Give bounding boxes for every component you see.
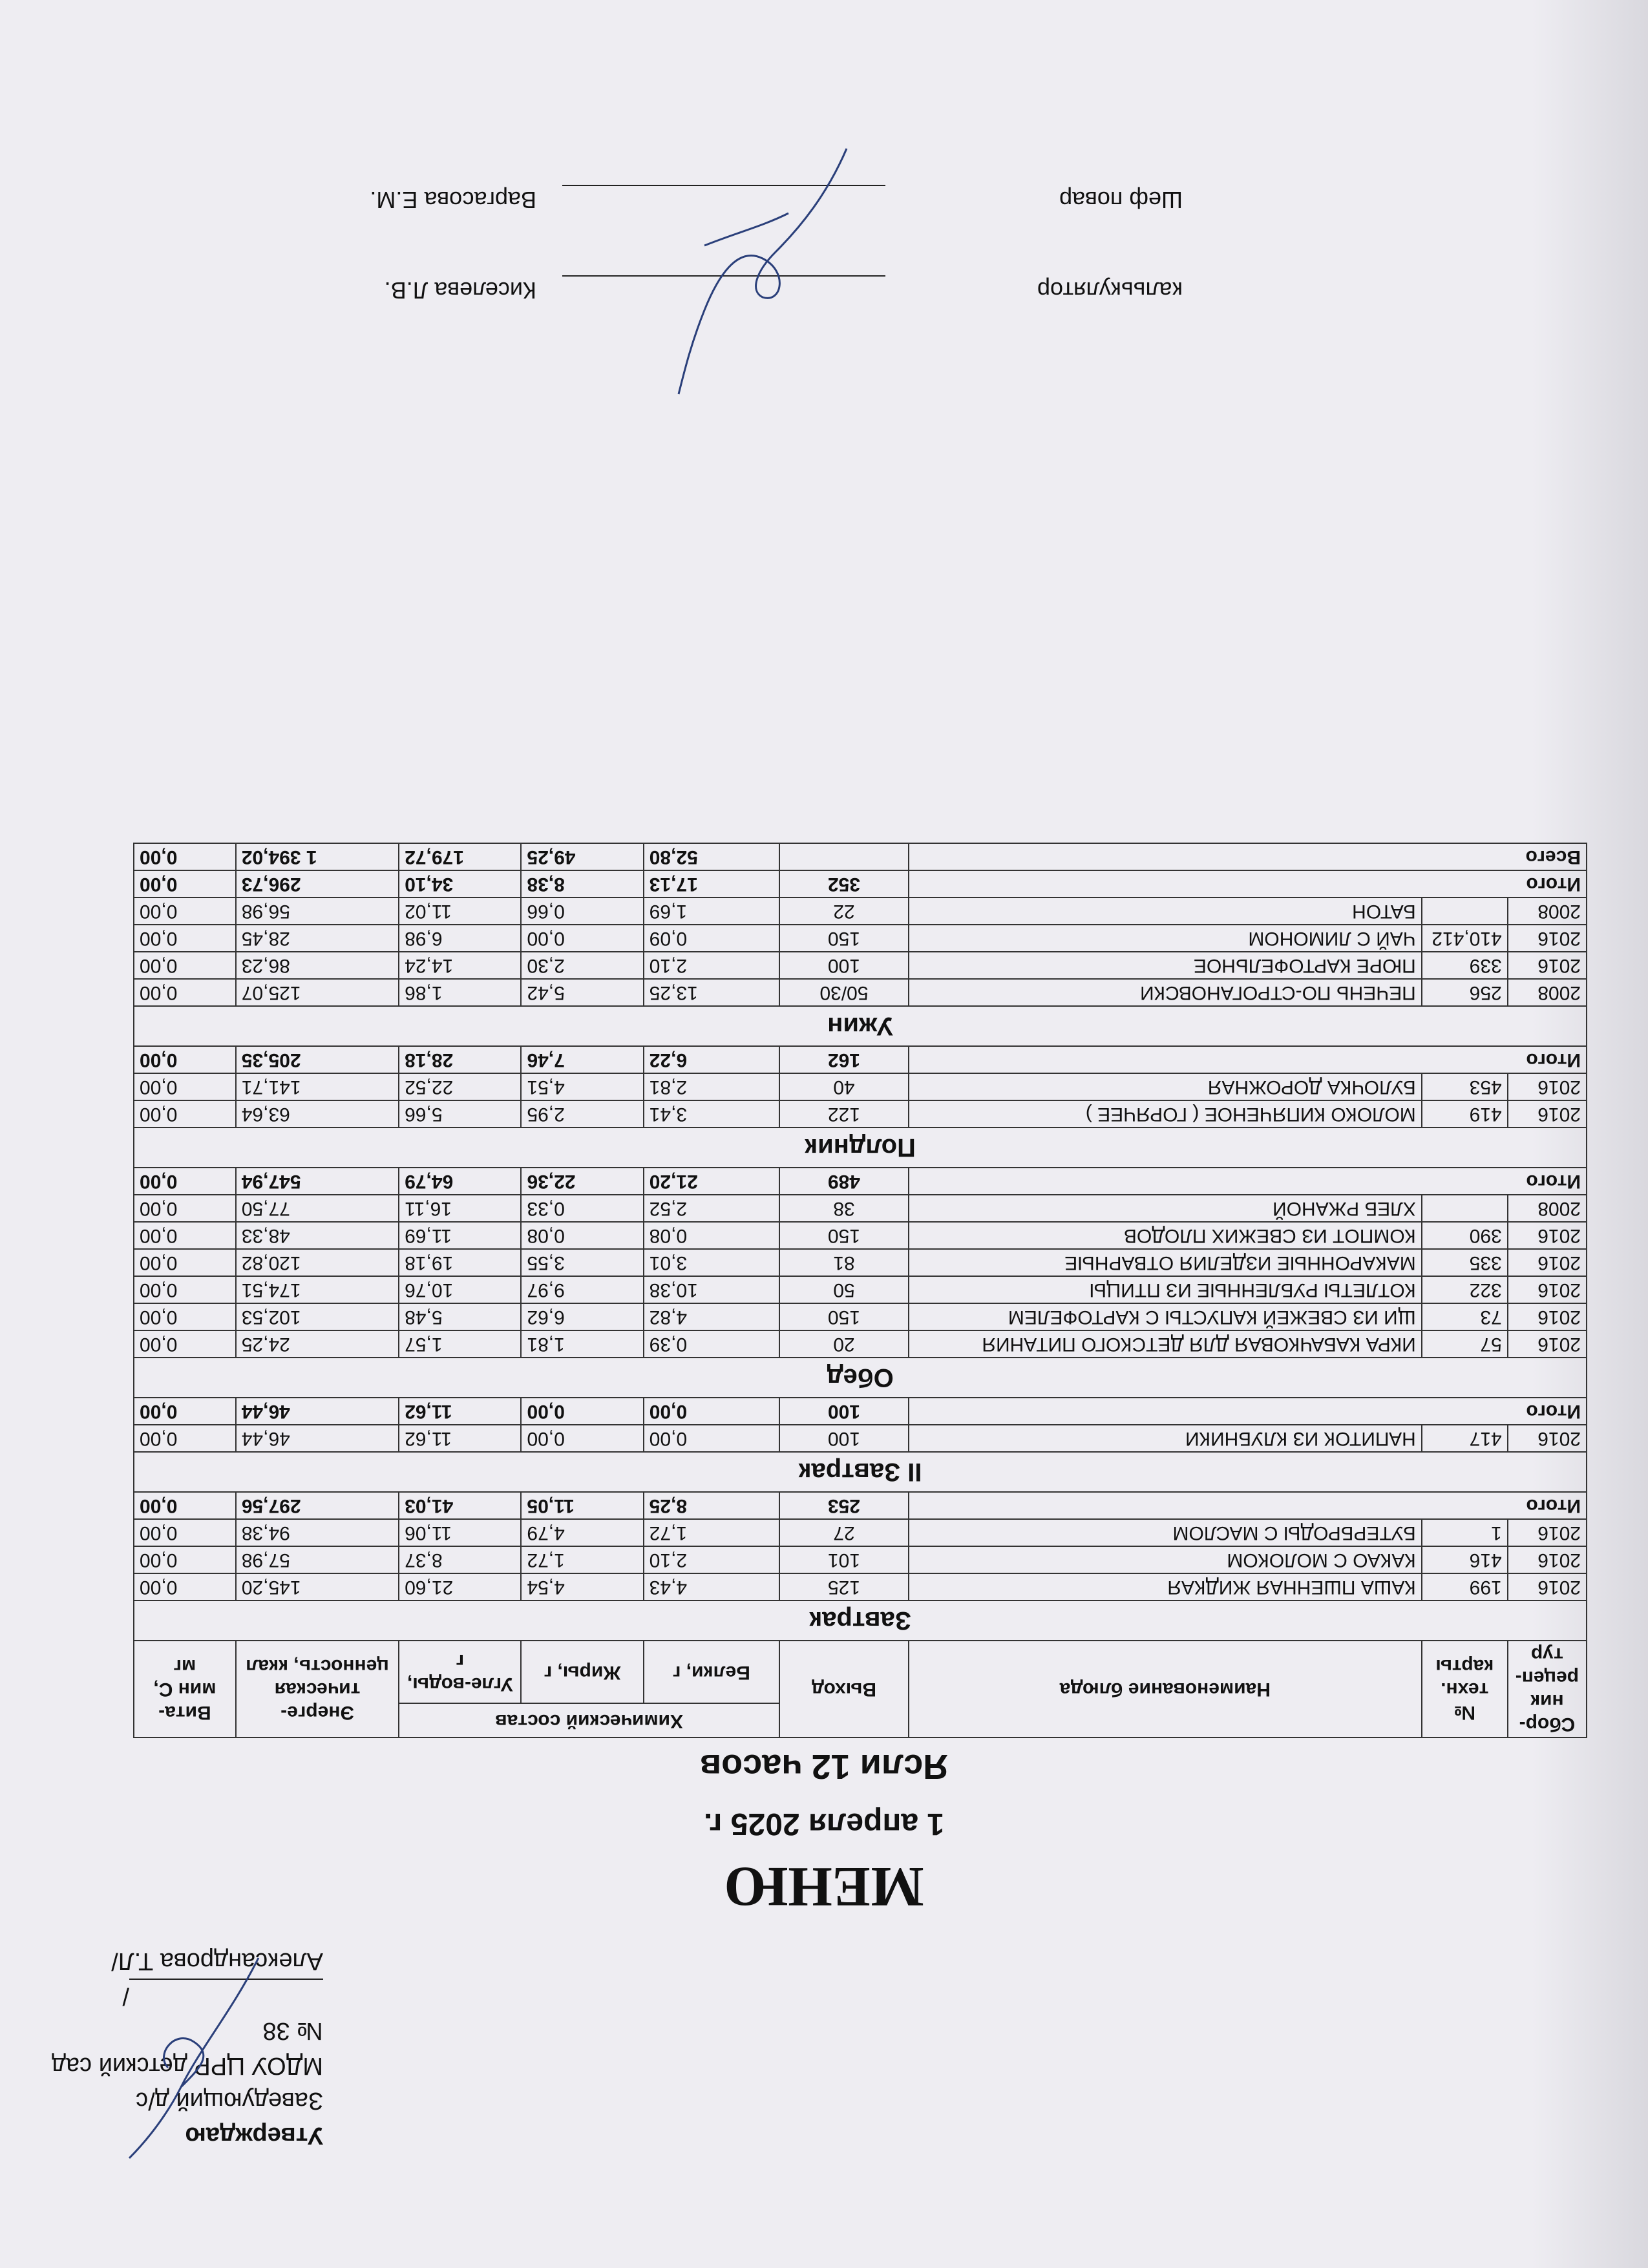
staff-name: Варгасова Е.М. (370, 187, 536, 213)
cell-output: 27 (779, 1519, 909, 1546)
cell-tech-card: 453 (1422, 1073, 1508, 1100)
cell-dish: ПЕЧЕНЬ ПО-СТРОГАНОВСКИ (909, 979, 1422, 1006)
section-total-c: 41,03 (399, 1492, 521, 1519)
cell-e: 24,25 (236, 1330, 399, 1358)
section-total-label: Итого (909, 870, 1587, 898)
cell-c: 22,52 (399, 1073, 521, 1100)
cell-e: 174,51 (236, 1276, 399, 1303)
approval-position-line2: МДОУ ЦРР детский сад № 38 (51, 2017, 323, 2079)
section-total-v: 0,00 (134, 1398, 236, 1425)
cell-v: 0,00 (134, 1195, 236, 1222)
grand-total-output (779, 843, 909, 870)
approval-position-line1: Заведующий д/с (136, 2087, 323, 2114)
section-total-e: 46,44 (236, 1398, 399, 1425)
section-total-row (134, 1398, 1587, 1425)
cell-p: 2,81 (644, 1073, 779, 1100)
menu-title: МЕНЮ (724, 1855, 924, 1918)
cell-f: 0,66 (521, 898, 643, 925)
cell-v: 0,00 (134, 1330, 236, 1358)
table-row (134, 1330, 1587, 1358)
cell-sbornik: 2016 (1508, 1330, 1587, 1358)
section-total-output: 100 (779, 1398, 909, 1425)
cell-p: 4,82 (644, 1303, 779, 1330)
table-row (134, 952, 1587, 979)
cell-dish: КОТЛЕТЫ РУБЛЕННЫЕ ИЗ ПТИЦЫ (909, 1276, 1422, 1303)
cell-f: 0,08 (521, 1222, 643, 1249)
cell-e: 28,45 (236, 925, 399, 952)
cell-sbornik: 2016 (1508, 1276, 1587, 1303)
section-total-p: 21,20 (644, 1168, 779, 1195)
cell-output: 150 (779, 1303, 909, 1330)
header-sbornik: Сбор-ник рецеп-тур (1508, 1641, 1587, 1738)
staff-role: кальькулятор (1037, 277, 1183, 304)
cell-v: 0,00 (134, 1073, 236, 1100)
section-title: Ужин (134, 1006, 1587, 1046)
cell-output: 100 (779, 1425, 909, 1452)
cell-v: 0,00 (134, 1519, 236, 1546)
cell-v: 0,00 (134, 979, 236, 1006)
header-fats: Жиры, г (521, 1641, 643, 1704)
cell-e: 145,20 (236, 1573, 399, 1601)
cell-dish: НАПИТОК ИЗ КЛУБНИКИ (909, 1425, 1422, 1452)
cell-dish: КАКАО С МОЛОКОМ (909, 1546, 1422, 1573)
menu-table (133, 843, 1587, 1738)
cell-e: 120,82 (236, 1249, 399, 1276)
header-dish: Наименование блюда (909, 1641, 1422, 1738)
cell-output: 50/30 (779, 979, 909, 1006)
staff-name: Киселева Л.В. (384, 277, 536, 304)
table-row (134, 1222, 1587, 1249)
section-header-row (134, 1128, 1587, 1168)
menu-table-body (134, 843, 1587, 1641)
cell-tech-card: 57 (1422, 1330, 1508, 1358)
section-header-row (134, 1006, 1587, 1046)
cell-f: 4,54 (521, 1573, 643, 1601)
section-total-row (134, 1168, 1587, 1195)
table-row (134, 1073, 1587, 1100)
cell-c: 8,37 (399, 1546, 521, 1573)
staff-signature (666, 136, 885, 407)
section-total-f: 11,05 (521, 1492, 643, 1519)
cell-c: 11,62 (399, 1425, 521, 1452)
cell-v: 0,00 (134, 1100, 236, 1128)
cell-output: 38 (779, 1195, 909, 1222)
cell-f: 2,95 (521, 1100, 643, 1128)
section-total-row (134, 870, 1587, 898)
section-total-row (134, 1046, 1587, 1073)
cell-sbornik: 2016 (1508, 1425, 1587, 1452)
cell-tech-card: 256 (1422, 979, 1508, 1006)
section-total-output: 489 (779, 1168, 909, 1195)
cell-e: 125,07 (236, 979, 399, 1006)
cell-p: 2,10 (644, 952, 779, 979)
cell-e: 48,33 (236, 1222, 399, 1249)
table-row (134, 1100, 1587, 1128)
cell-tech-card: 390 (1422, 1222, 1508, 1249)
section-total-label: Итого (909, 1046, 1587, 1073)
cell-f: 0,00 (521, 925, 643, 952)
section-total-f: 22,36 (521, 1168, 643, 1195)
section-total-label: Итого (909, 1398, 1587, 1425)
cell-e: 86,23 (236, 952, 399, 979)
cell-dish: БАТОН (909, 898, 1422, 925)
grand-total-energy: 1 394,02 (236, 843, 399, 870)
cell-v: 0,00 (134, 1425, 236, 1452)
approval-label: Утверждаю (185, 2122, 323, 2149)
cell-p: 1,72 (644, 1519, 779, 1546)
section-total-f: 0,00 (521, 1398, 643, 1425)
cell-v: 0,00 (134, 952, 236, 979)
cell-e: 46,44 (236, 1425, 399, 1452)
grand-total-fats: 49,25 (521, 843, 643, 870)
cell-c: 5,66 (399, 1100, 521, 1128)
staff-role: Шеф повар (1059, 187, 1183, 213)
section-total-c: 64,79 (399, 1168, 521, 1195)
section-total-f: 7,46 (521, 1046, 643, 1073)
cell-p: 0,00 (644, 1425, 779, 1452)
section-header-row (134, 1358, 1587, 1398)
cell-v: 0,00 (134, 1276, 236, 1303)
section-total-row (134, 1492, 1587, 1519)
cell-e: 57,98 (236, 1546, 399, 1573)
cell-c: 1,86 (399, 979, 521, 1006)
section-total-v: 0,00 (134, 1046, 236, 1073)
cell-p: 0,09 (644, 925, 779, 952)
section-total-f: 8,38 (521, 870, 643, 898)
cell-dish: БУЛОЧКА ДОРОЖНАЯ (909, 1073, 1422, 1100)
table-row (134, 898, 1587, 925)
cell-c: 1,57 (399, 1330, 521, 1358)
cell-tech-card: 419 (1422, 1100, 1508, 1128)
cell-p: 10,38 (644, 1276, 779, 1303)
header-energy: Энерге-тическая ценность, ккал (236, 1641, 399, 1738)
header-output: Выход (779, 1641, 909, 1738)
section-total-v: 0,00 (134, 1492, 236, 1519)
cell-tech-card: 73 (1422, 1303, 1508, 1330)
section-title: II Завтрак (134, 1452, 1587, 1492)
cell-f: 5,42 (521, 979, 643, 1006)
header-vitamin: Вита-мин С, мг (134, 1641, 236, 1738)
cell-tech-card: 416 (1422, 1546, 1508, 1573)
cell-c: 21,60 (399, 1573, 521, 1601)
cell-output: 150 (779, 1222, 909, 1249)
cell-sbornik: 2008 (1508, 979, 1587, 1006)
table-row (134, 1249, 1587, 1276)
cell-p: 4,43 (644, 1573, 779, 1601)
section-total-e: 205,35 (236, 1046, 399, 1073)
cell-c: 6,98 (399, 925, 521, 952)
cell-f: 6,62 (521, 1303, 643, 1330)
section-header-row (134, 1452, 1587, 1492)
cell-c: 11,69 (399, 1222, 521, 1249)
cell-output: 81 (779, 1249, 909, 1276)
cell-dish: ЧАЙ С ЛИМОНОМ (909, 925, 1422, 952)
header-chem: Химический состав (399, 1704, 779, 1738)
cell-e: 102,53 (236, 1303, 399, 1330)
cell-dish: ХЛЕБ РЖАНОЙ (909, 1195, 1422, 1222)
cell-p: 0,39 (644, 1330, 779, 1358)
section-total-p: 0,00 (644, 1398, 779, 1425)
cell-tech-card (1422, 898, 1508, 925)
cell-c: 5,48 (399, 1303, 521, 1330)
cell-sbornik: 2016 (1508, 1073, 1587, 1100)
cell-v: 0,00 (134, 1546, 236, 1573)
cell-sbornik: 2016 (1508, 1222, 1587, 1249)
header-tech-card: № техн. карты (1422, 1641, 1508, 1738)
header-carbs: Угле-воды, г (399, 1641, 521, 1704)
cell-sbornik: 2008 (1508, 898, 1587, 925)
table-row (134, 1546, 1587, 1573)
cell-e: 77,50 (236, 1195, 399, 1222)
cell-tech-card: 1 (1422, 1519, 1508, 1546)
cell-p: 3,41 (644, 1100, 779, 1128)
cell-c: 16,11 (399, 1195, 521, 1222)
grand-total-row (134, 843, 1587, 870)
grand-total-vitamin: 0,00 (134, 843, 236, 870)
cell-output: 40 (779, 1073, 909, 1100)
cell-f: 4,51 (521, 1073, 643, 1100)
table-row (134, 1303, 1587, 1330)
cell-dish: КОМПОТ ИЗ СВЕЖИХ ПЛОДОВ (909, 1222, 1422, 1249)
cell-sbornik: 2016 (1508, 1519, 1587, 1546)
cell-p: 2,52 (644, 1195, 779, 1222)
cell-tech-card: 339 (1422, 952, 1508, 979)
table-row (134, 1573, 1587, 1601)
cell-f: 9,97 (521, 1276, 643, 1303)
cell-output: 122 (779, 1100, 909, 1128)
cell-dish: МАКАРОННЫЕ ИЗДЕЛИЯ ОТВАРНЫЕ (909, 1249, 1422, 1276)
section-total-p: 6,22 (644, 1046, 779, 1073)
cell-p: 1,69 (644, 898, 779, 925)
section-total-p: 8,25 (644, 1492, 779, 1519)
cell-v: 0,00 (134, 1303, 236, 1330)
section-total-label: Итого (909, 1492, 1587, 1519)
cell-dish: МОЛОКО КИПЯЧЕНОЕ ( ГОРЯЧЕЕ ) (909, 1100, 1422, 1128)
cell-tech-card: 410,412 (1422, 925, 1508, 952)
cell-v: 0,00 (134, 1249, 236, 1276)
table-row (134, 925, 1587, 952)
grand-total-carbs: 179,72 (399, 843, 521, 870)
menu-date: 1 апреля 2025 г. (703, 1807, 945, 1841)
cell-sbornik: 2016 (1508, 1249, 1587, 1276)
cell-tech-card: 417 (1422, 1425, 1508, 1452)
cell-sbornik: 2008 (1508, 1195, 1587, 1222)
cell-sbornik: 2016 (1508, 1303, 1587, 1330)
section-title: Завтрак (134, 1601, 1587, 1641)
cell-f: 4,79 (521, 1519, 643, 1546)
cell-v: 0,00 (134, 925, 236, 952)
section-total-e: 296,73 (236, 870, 399, 898)
section-total-p: 17,13 (644, 870, 779, 898)
table-row (134, 1195, 1587, 1222)
grand-total-proteins: 52,80 (644, 843, 779, 870)
menu-group: Ясли 12 часов (700, 1747, 949, 1786)
cell-sbornik: 2016 (1508, 1100, 1587, 1128)
header-row-1 (134, 1704, 1587, 1738)
cell-f: 1,81 (521, 1330, 643, 1358)
cell-sbornik: 2016 (1508, 1546, 1587, 1573)
cell-tech-card (1422, 1195, 1508, 1222)
cell-v: 0,00 (134, 1222, 236, 1249)
section-total-v: 0,00 (134, 1168, 236, 1195)
table-row (134, 1425, 1587, 1452)
cell-output: 101 (779, 1546, 909, 1573)
cell-f: 3,55 (521, 1249, 643, 1276)
section-title: Обед (134, 1358, 1587, 1398)
header-proteins: Белки, г (644, 1641, 779, 1704)
section-total-c: 28,18 (399, 1046, 521, 1073)
cell-e: 94,38 (236, 1519, 399, 1546)
section-total-output: 352 (779, 870, 909, 898)
cell-v: 0,00 (134, 898, 236, 925)
table-row (134, 1519, 1587, 1546)
cell-v: 0,00 (134, 1573, 236, 1601)
cell-tech-card: 322 (1422, 1276, 1508, 1303)
cell-e: 63,64 (236, 1100, 399, 1128)
cell-f: 0,00 (521, 1425, 643, 1452)
section-total-c: 34,10 (399, 870, 521, 898)
approval-name: /Александрова Т.Л/ (111, 1948, 323, 2010)
section-title: Полдник (134, 1128, 1587, 1168)
cell-p: 13,25 (644, 979, 779, 1006)
cell-sbornik: 2016 (1508, 1573, 1587, 1601)
cell-p: 2,10 (644, 1546, 779, 1573)
cell-output: 150 (779, 925, 909, 952)
cell-sbornik: 2016 (1508, 925, 1587, 952)
cell-output: 125 (779, 1573, 909, 1601)
table-row (134, 979, 1587, 1006)
cell-dish: ПЮРЕ КАРТОФЕЛЬНОЕ (909, 952, 1422, 979)
director-signature (110, 1945, 278, 2165)
cell-output: 100 (779, 952, 909, 979)
cell-e: 56,98 (236, 898, 399, 925)
section-header-row (134, 1601, 1587, 1641)
cell-output: 50 (779, 1276, 909, 1303)
section-total-e: 297,56 (236, 1492, 399, 1519)
grand-total-label: Всего (909, 843, 1587, 870)
section-total-label: Итого (909, 1168, 1587, 1195)
cell-p: 0,08 (644, 1222, 779, 1249)
cell-p: 3,01 (644, 1249, 779, 1276)
cell-dish: ЩИ ИЗ СВЕЖЕЙ КАПУСТЫ С КАРТОФЕЛЕМ (909, 1303, 1422, 1330)
cell-e: 141,71 (236, 1073, 399, 1100)
cell-c: 11,06 (399, 1519, 521, 1546)
section-total-c: 11,62 (399, 1398, 521, 1425)
cell-tech-card: 335 (1422, 1249, 1508, 1276)
cell-f: 2,30 (521, 952, 643, 979)
cell-c: 11,02 (399, 898, 521, 925)
section-total-v: 0,00 (134, 870, 236, 898)
section-total-output: 253 (779, 1492, 909, 1519)
cell-tech-card: 199 (1422, 1573, 1508, 1601)
section-total-e: 547,94 (236, 1168, 399, 1195)
section-total-output: 162 (779, 1046, 909, 1073)
cell-output: 20 (779, 1330, 909, 1358)
cell-c: 19,18 (399, 1249, 521, 1276)
cell-c: 14,24 (399, 952, 521, 979)
cell-output: 22 (779, 898, 909, 925)
table-row (134, 1276, 1587, 1303)
cell-dish: ИКРА КАБАЧКОВАЯ ДЛЯ ДЕТСКОГО ПИТАНИЯ (909, 1330, 1422, 1358)
cell-dish: КАША ПШЕННАЯ ЖИДКАЯ (909, 1573, 1422, 1601)
cell-dish: БУТЕРБРОДЫ С МАСЛОМ (909, 1519, 1422, 1546)
cell-f: 1,72 (521, 1546, 643, 1573)
cell-f: 0,33 (521, 1195, 643, 1222)
cell-sbornik: 2016 (1508, 952, 1587, 979)
cell-c: 10,76 (399, 1276, 521, 1303)
